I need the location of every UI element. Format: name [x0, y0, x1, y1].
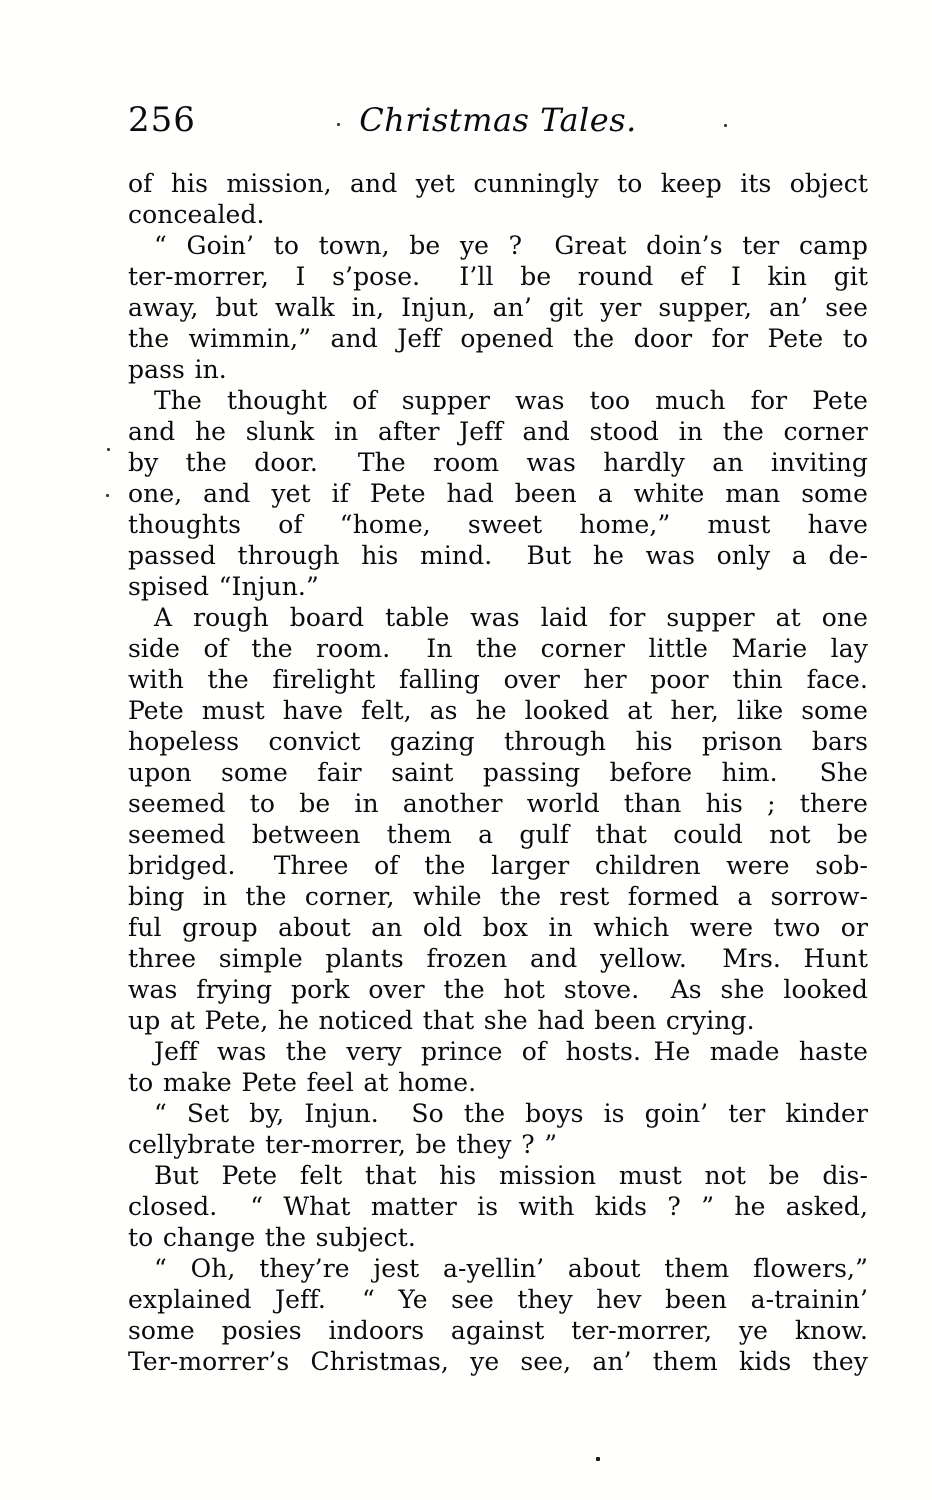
text-line: ter-morrer, I s’pose. I’ll be round ef I kin git: [128, 262, 868, 291]
text-line: A rough board table was laid for supper at one: [154, 603, 868, 632]
text-line: “ Set by, Injun. So the boys is goin’ ter kinder: [154, 1099, 868, 1128]
text-line: seemed to be in another world than his ; there: [128, 789, 868, 818]
text-line: and he slunk in after Jeff and stood in the corner: [128, 417, 868, 446]
text-line: Pete must have felt, as he looked at her, like some: [128, 696, 868, 725]
text-line: one, and yet if Pete had been a white man some: [128, 479, 868, 508]
text-line: closed. “ What matter is with kids ? ” he asked,: [128, 1192, 868, 1221]
text-line: Ter-morrer’s Christmas, ye see, an’ them kids they: [128, 1347, 868, 1376]
page-title: Christmas Tales.: [359, 101, 637, 139]
text-line: Jeff was the very prince of hosts. He made haste: [154, 1037, 868, 1066]
text-line: was frying pork over the hot stove. As she looked: [128, 975, 868, 1004]
text-line: “ Goin’ to town, be ye ? Great doin’s ter camp: [154, 231, 868, 260]
text-line: But Pete felt that his mission must not be dis-: [154, 1161, 868, 1190]
text-line: up at Pete, he noticed that she had been crying.: [128, 1006, 755, 1035]
text-line: spised “Injun.”: [128, 572, 319, 601]
text-line: to make Pete feel at home.: [128, 1068, 477, 1097]
text-line: upon some fair saint passing before him. She: [128, 758, 868, 787]
text-line: seemed between them a gulf that could not be: [128, 820, 868, 849]
body-text: [128, 168, 868, 1377]
text-line: explained Jeff. “ Ye see they hev been a-trainin’: [128, 1285, 868, 1314]
running-header: [128, 98, 868, 142]
text-line: ful group about an old box in which were two or: [128, 913, 868, 942]
text-line: bing in the corner, while the rest formed a sorrow-: [128, 882, 868, 911]
text-line: pass in.: [128, 355, 227, 384]
text-line: thoughts of “home, sweet home,” must have: [128, 510, 868, 539]
ink-speck: [106, 494, 109, 497]
text-line: cellybrate ter-morrer, be they ? ”: [128, 1130, 558, 1159]
ink-speck: [337, 123, 340, 126]
text-line: to change the subject.: [128, 1223, 416, 1252]
text-line: The thought of supper was too much for Pete: [154, 386, 868, 415]
page-number: 256: [128, 100, 196, 140]
text-line: hopeless convict gazing through his prison bars: [128, 727, 868, 756]
text-line: with the firelight falling over her poor thin face.: [128, 665, 868, 694]
text-line: side of the room. In the corner little Marie lay: [128, 634, 868, 663]
text-line: the wimmin,” and Jeff opened the door for Pete to: [128, 324, 868, 353]
text-line: by the door. The room was hardly an inviting: [128, 448, 868, 477]
ink-speck: [107, 448, 110, 451]
ink-speck: [724, 124, 727, 127]
text-line: away, but walk in, Injun, an’ git yer supper, an’ see: [128, 293, 868, 322]
text-line: some posies indoors against ter-morrer, ye know.: [128, 1316, 868, 1345]
text-line: concealed.: [128, 200, 265, 229]
text-line: “ Oh, they’re jest a-yellin’ about them flowers,”: [154, 1254, 868, 1283]
text-line: of his mission, and yet cunningly to keep its object: [128, 169, 868, 198]
text-line: passed through his mind. But he was only a de-: [128, 541, 868, 570]
ink-speck: [596, 1457, 600, 1461]
text-line: three simple plants frozen and yellow. Mrs. Hunt: [128, 944, 868, 973]
text-line: bridged. Three of the larger children were sob-: [128, 851, 868, 880]
